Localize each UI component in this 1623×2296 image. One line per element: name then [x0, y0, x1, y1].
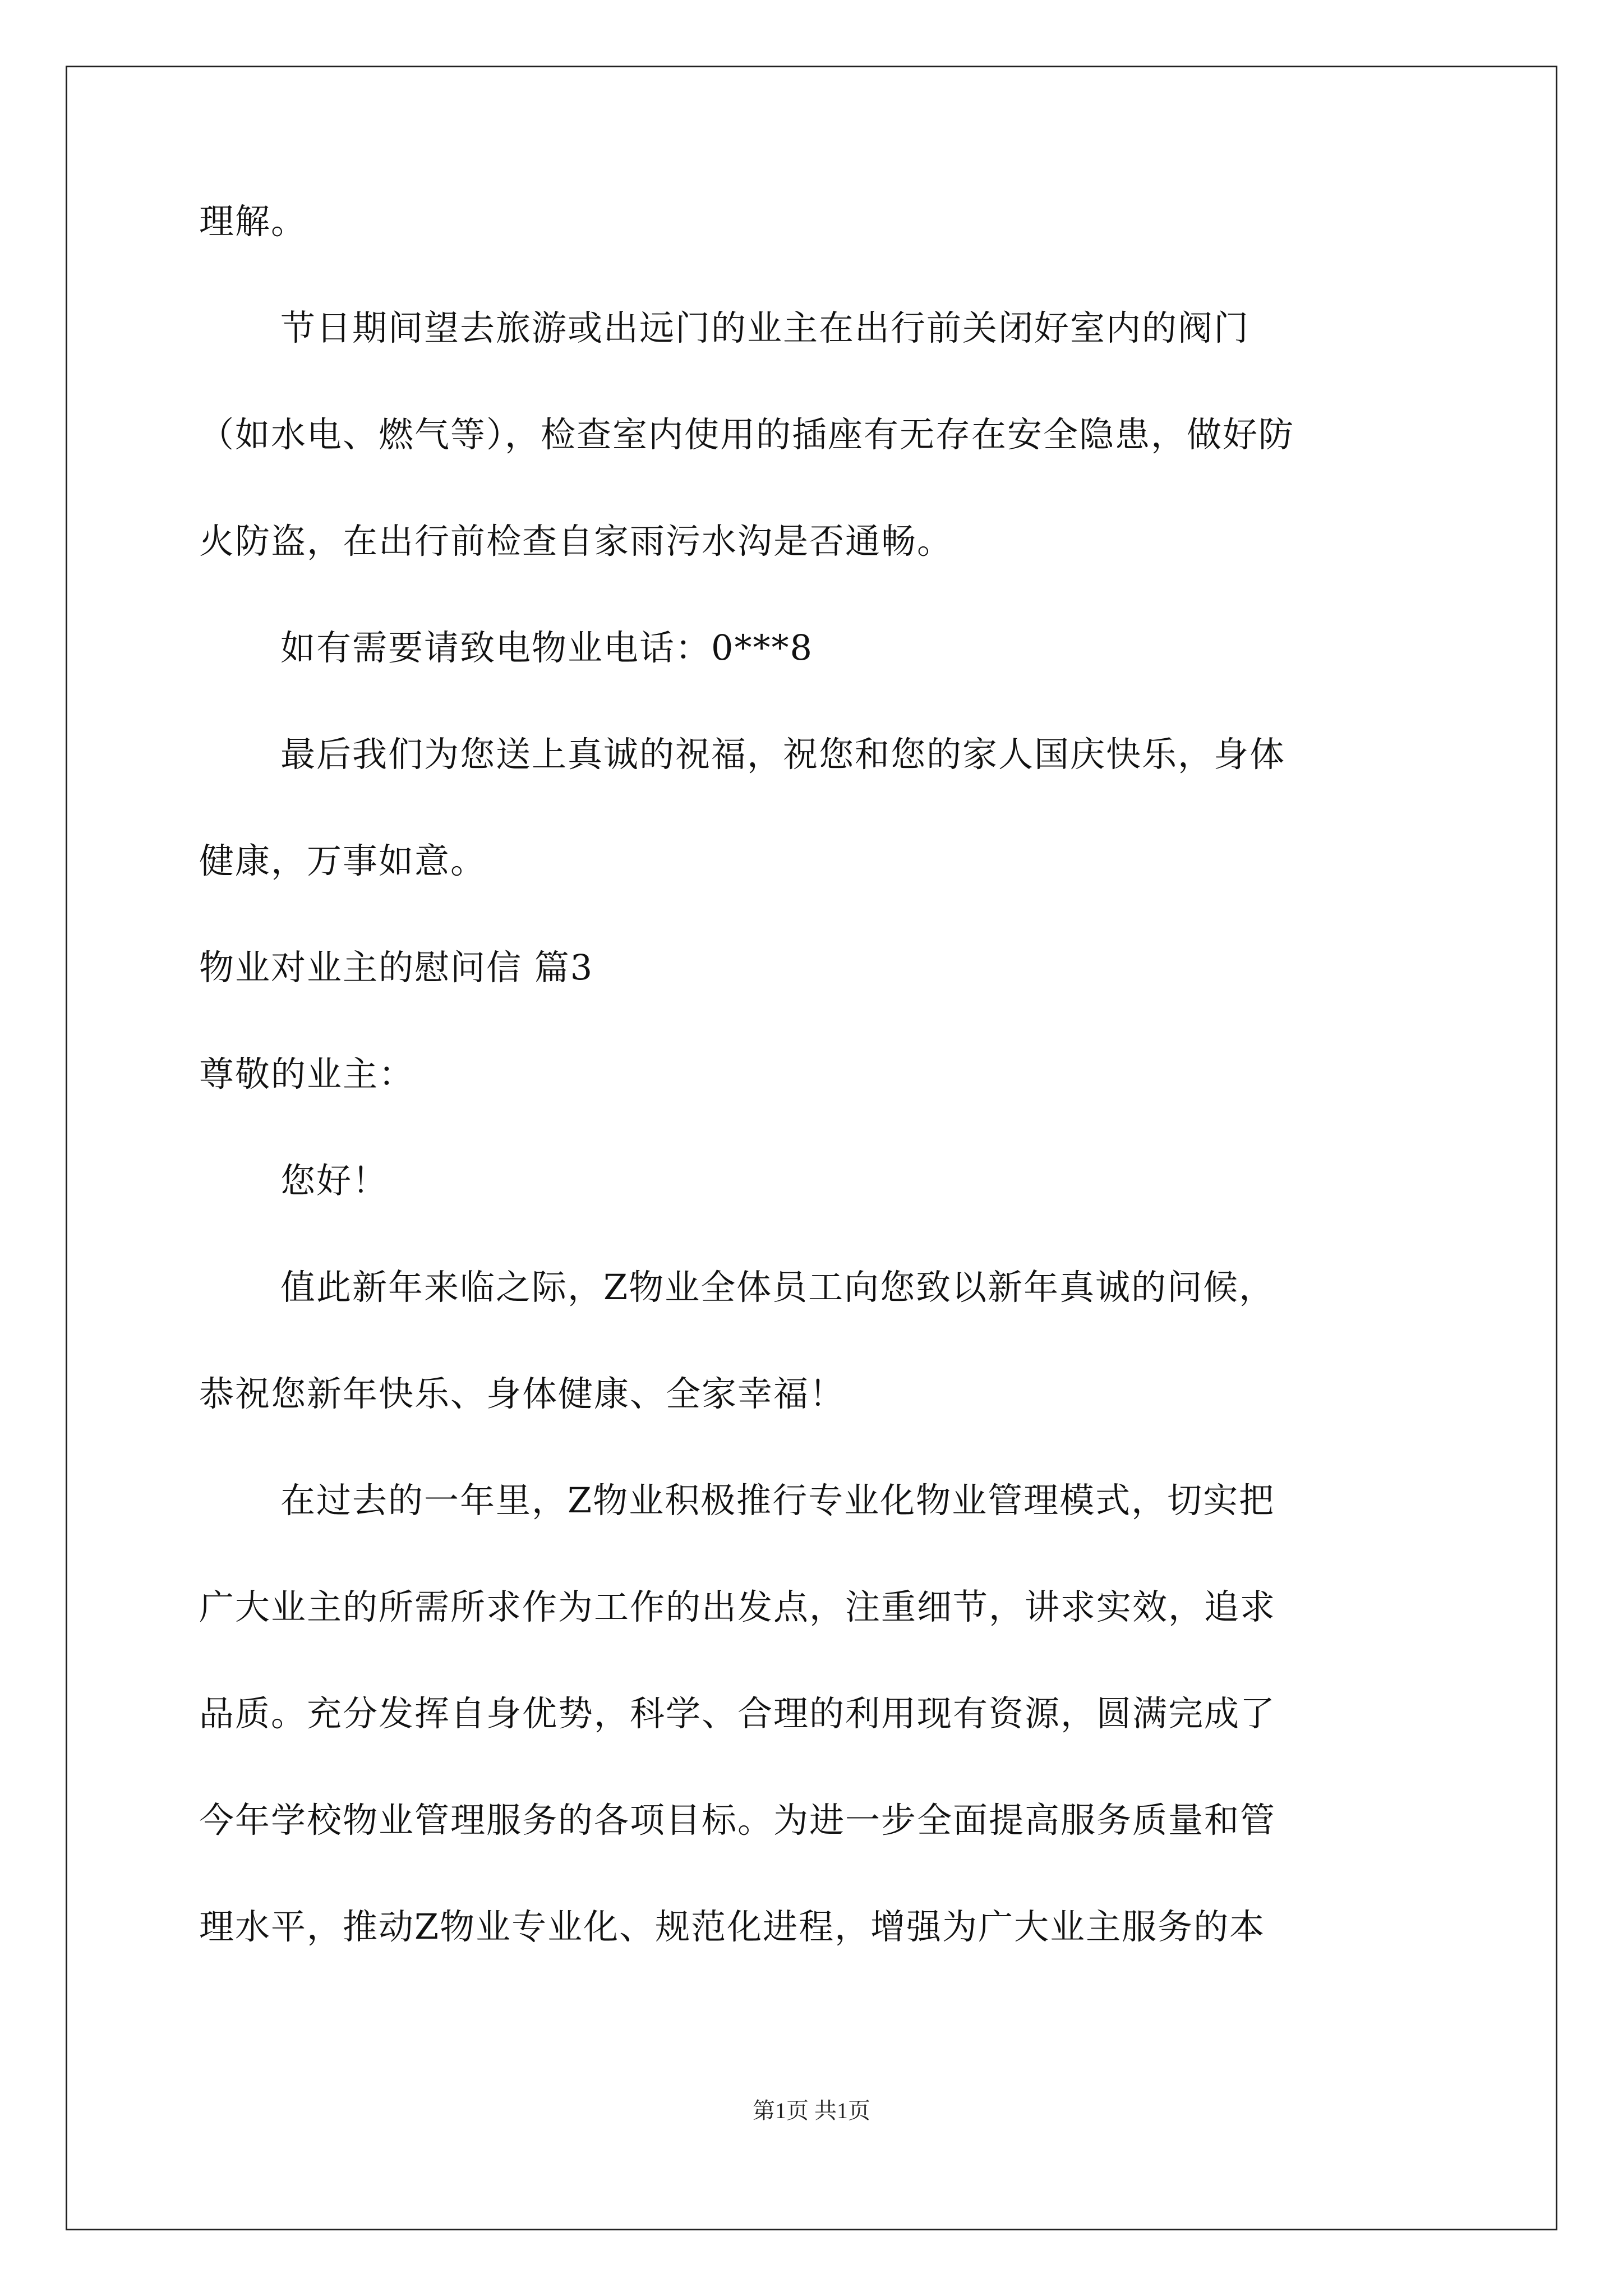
text-line: 理水平，推动Z物业专业化、规范化进程，增强为广大业主服务的本: [199, 1906, 1266, 1947]
phone-line: 如有需要请致电物业电话：0***8: [280, 627, 813, 668]
paragraph-start-line: 最后我们为您送上真诚的祝福，祝您和您的家人国庆快乐，身体: [280, 734, 1286, 775]
text-line: 品质。充分发挥自身优势，科学、合理的利用现有资源，圆满完成了: [199, 1693, 1276, 1734]
page-number-footer: 第1页 共1页: [753, 2098, 870, 2123]
text-line: 健康，万事如意。: [199, 840, 487, 881]
salutation: 尊敬的业主：: [199, 1053, 415, 1094]
text-line: 广大业主的所需所求作为工作的出发点，注重细节，讲求实效，追求: [199, 1586, 1276, 1627]
paragraph-start-line: 节日期间望去旅游或出远门的业主在出行前关闭好室内的阀门: [280, 307, 1250, 348]
text-line: （如水电、燃气等），检查室内使用的插座有无存在安全隐患，做好防: [199, 414, 1295, 455]
text-line: 恭祝您新年快乐、身体健康、全家幸福！: [199, 1373, 846, 1414]
greeting: 您好！: [280, 1160, 389, 1201]
paragraph-start-line: 值此新年来临之际，Z物业全体员工向您致以新年真诚的问候，: [280, 1267, 1275, 1308]
text-line: 今年学校物业管理服务的各项目标。为进一步全面提高服务质量和管: [199, 1800, 1276, 1841]
section-title: 物业对业主的慰问信 篇3: [199, 947, 594, 988]
text-line: 火防盗，在出行前检查自家雨污水沟是否通畅。: [199, 521, 953, 562]
paragraph-start-line: 在过去的一年里，Z物业积极推行专业化物业管理模式，切实把: [280, 1480, 1275, 1521]
text-line: 理解。: [199, 201, 307, 242]
